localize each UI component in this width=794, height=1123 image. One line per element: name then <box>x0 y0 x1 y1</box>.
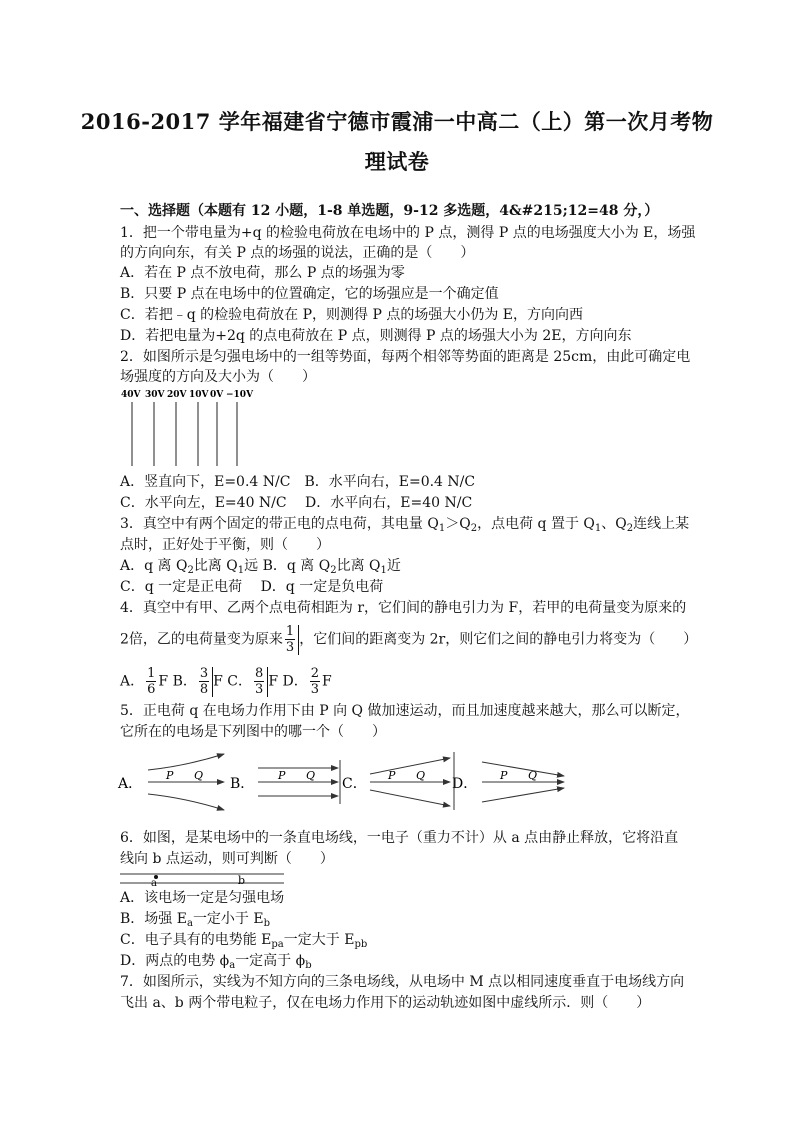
q6-field-line-figure <box>118 869 288 887</box>
q6-stem-line1: 6．如图，是某电场中的一条直电场线，一电子（重力不计）从 a 点由静止释放，它将沿直 <box>120 830 679 846</box>
q5-figure-c <box>370 752 454 810</box>
q3-options-ab: A．q 离 $Q_2$比离 $Q_1$远 B．q 离 $Q_2$比离 $Q_1$近 <box>120 558 401 576</box>
q5-stem-line2: 它所在的电场是下列图中的哪一个（ ） <box>120 724 386 740</box>
q5-figure-d <box>482 762 564 802</box>
q2-stem-line1: 2．如图所示是匀强电场中的一组等势面，每两个相邻等势面的距离是 25cm，由此可确定电 <box>120 349 691 365</box>
q5-label-d: D． <box>452 776 478 792</box>
q5-label-a: A． <box>118 776 143 792</box>
q5-figure-b <box>258 760 340 804</box>
q2-equipotential-figure <box>118 388 258 468</box>
svg-text:P: P <box>278 769 286 782</box>
q2-options-cd: C．水平向左，E=40 N/C D．水平向右，E=40 N/C <box>120 495 473 511</box>
q6-option-a: A．该电场一定是匀强电场 <box>120 890 285 906</box>
q4-fraction-one-third: $\frac{1}{3}$ <box>285 624 295 655</box>
q1-option-a: A．若在 P 点不放电荷，那么 P 点的场强为零 <box>120 265 405 281</box>
q2-label-10v: 10V <box>189 390 209 400</box>
q3-stem-line1: 3．真空中有两个固定的带正电的点电荷，其电量 $Q_1>Q_2$，点电荷 q 置于 $Q_1$、$Q_2$连线上某 <box>120 516 690 534</box>
svg-text:Q: Q <box>306 769 316 782</box>
exam-title-line1: 2016-2017 学年福建省宁德市霞浦一中高二（上）第一次月考物 <box>80 109 714 134</box>
svg-text:a: a <box>151 878 157 887</box>
q2-label-neg10v: −10V <box>226 390 254 400</box>
q1-option-d: D．若把电量为+2q 的点电荷放在 P 点，则测得 P 点的场强大小为 2E，方向向东 <box>120 328 632 344</box>
q6-option-c: C．电子具有的电势能 $E_{pa}$一定大于 $E_{pb}$ <box>120 932 368 950</box>
q5-field-figures <box>116 748 636 814</box>
exam-title-line2: 理试卷 <box>364 149 430 174</box>
q1-option-b: B．只要 P 点在电场中的位置确定，它的场强应是一个确定值 <box>120 286 499 302</box>
q1-stem-line1: 1．把一个带电量为+q 的检验电荷放在电场中的 P 点，测得 P 点的电场强度大小为 E，场强 <box>120 225 696 241</box>
q2-label-30v: 30V <box>145 390 165 400</box>
q6-option-b: B．场强 $E_a$一定小于 $E_b$ <box>120 911 271 929</box>
svg-text:P: P <box>388 769 396 782</box>
q2-label-20v: 20V <box>167 390 187 400</box>
q2-options-ab: A．竖直向下，E=0.4 N/C B．水平向右，E=0.4 N/C <box>120 474 476 490</box>
svg-text:b: b <box>238 874 246 887</box>
q6-option-d: D．两点的电势 $\phi_a$一定高于 $\phi_b$ <box>120 953 312 971</box>
q2-stem-line2: 场强度的方向及大小为（ ） <box>120 369 316 385</box>
svg-text:P: P <box>166 769 174 782</box>
q1-stem-line2: 的方向向东，有关 P 点的场强的说法，正确的是（ ） <box>120 245 475 261</box>
q5-figure-a <box>148 754 224 810</box>
svg-text:Q: Q <box>528 769 538 782</box>
q3-stem-line2: 点时，正好处于平衡，则（ ） <box>120 537 330 553</box>
q6-stem-line2: 线向 b 点运动，则可判断（ ） <box>120 851 334 867</box>
q5-stem-line1: 5．正电荷 q 在电场力作用下由 P 向 Q 做加速运动，而且加速度越来越大，那么可以断定， <box>120 703 690 719</box>
svg-text:P: P <box>500 769 508 782</box>
q4-stem-line1: 4．真空中有甲、乙两个点电荷相距为 r，它们间的静电引力为 F，若甲的电荷量变为原来的 <box>120 600 687 616</box>
q5-label-b: B． <box>230 776 255 792</box>
q2-label-0v: 0V <box>210 390 224 400</box>
q4-stem-line2: 2倍，乙的电荷量变为原来 $\frac{1}{3}$ ，它们间的距离变为 2r，则它们之间的静电引力将变为（ ） <box>120 624 698 655</box>
q4-options: A． $\frac{1}{6}$ F B． $\frac{3}{8}$ F C． $\frac{8}{3}$ F D． $\frac{2}{3}$ F <box>120 666 332 697</box>
q1-option-c: C．若把﹣q 的检验电荷放在 P，则测得 P 点的场强大小仍为 E，方向向西 <box>120 307 583 323</box>
q7-stem-line2: 飞出 a、b 两个带电粒子，仅在电场力作用下的运动轨迹如图中虚线所示．则（ ） <box>120 995 651 1011</box>
q2-label-40v: 40V <box>121 390 141 400</box>
q5-label-c: C． <box>342 776 367 792</box>
q3-options-cd: C．q 一定是正电荷 D．q 一定是负电荷 <box>120 579 384 595</box>
svg-text:Q: Q <box>194 769 204 782</box>
section-heading: 一、选择题（本题有 12 小题，1-8 单选题，9-12 多选题，4&#215;12=48 分，） <box>120 203 659 219</box>
svg-text:Q: Q <box>416 769 426 782</box>
q7-stem-line1: 7．如图所示，实线为不知方向的三条电场线，从电场中 M 点以相同速度垂直于电场线方向 <box>120 974 685 990</box>
